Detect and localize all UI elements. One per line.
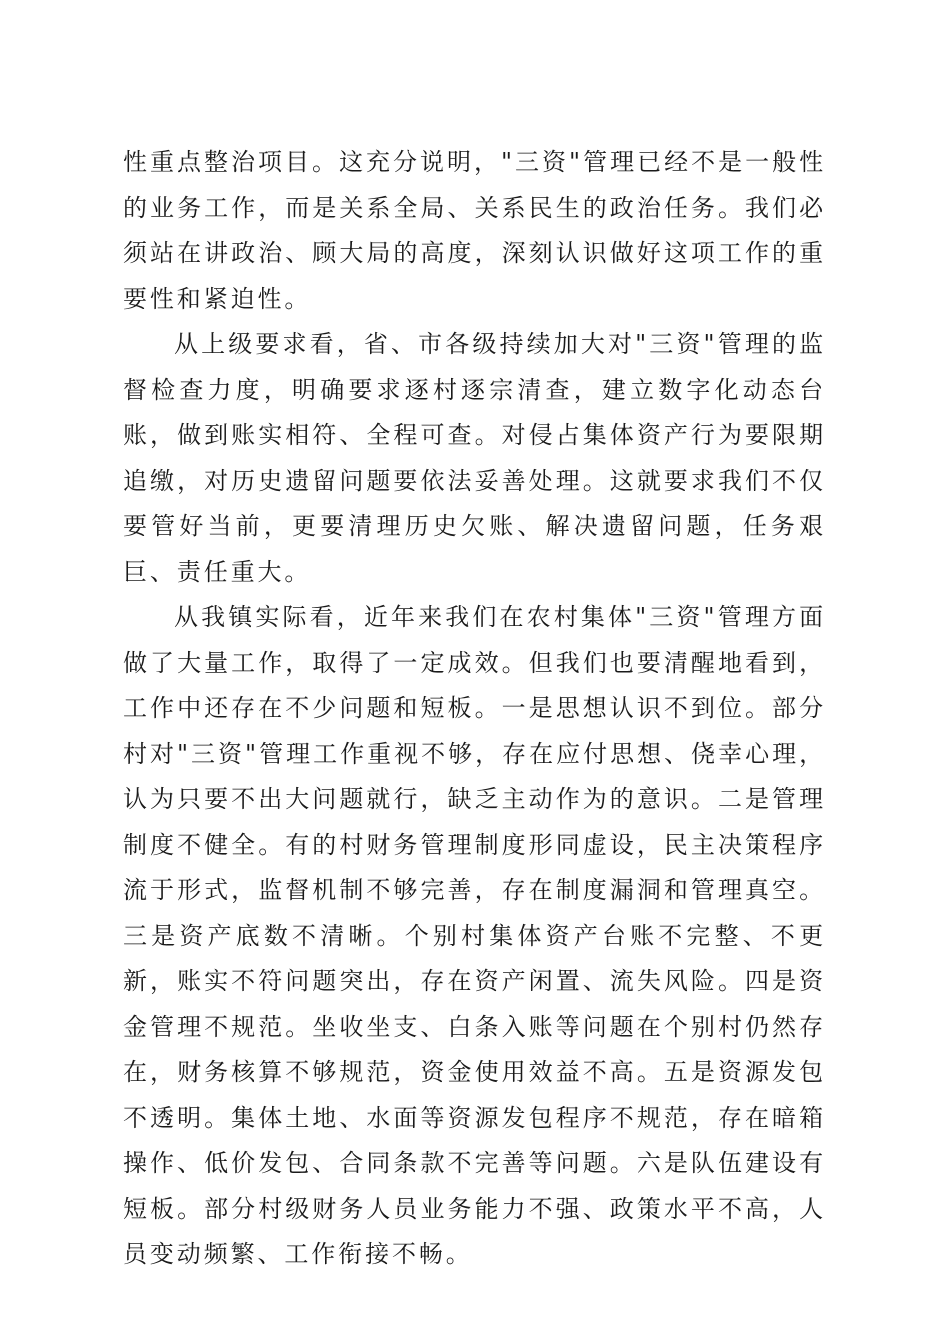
paragraph-town-situation: 从我镇实际看，近年来我们在农村集体"三资"管理方面做了大量工作，取得了一定成效。但我们也要清醒地看到，工作中还存在不少问题和短板。一是思想认识不到位。部分村对"三资"管理工作重视不够，存在应付思想、侥幸心理，认为只要不出大问题就行，缺乏主动作为的意识。二是管理制度不健全。有的村财务管理制度形同虚设，民主决策程序流于形式，监督机制不够完善，存在制度漏洞和管理真空。三是资产底数不清晰。个别村集体资产台账不完整、不更新，账实不符问题突出，存在资产闲置、流失风险。四是资金管理不规范。坐收坐支、白条入账等问题在个别村仍然存在，财务核算不够规范，资金使用效益不高。五是资源发包不透明。集体土地、水面等资源发包程序不规范，存在暗箱操作、低价发包、合同条款不完善等问题。六是队伍建设有短板。部分村级财务人员业务能力不强、政策水平不高，人员变动频繁、工作衔接不畅。 (123, 603, 826, 1268)
paragraph-superior-requirements: 从上级要求看，省、市各级持续加大对"三资"管理的监督检查力度，明确要求逐村逐宗清查，建立数字化动态台账，做到账实相符、全程可查。对侵占集体资产行为要限期追缴，对历史遗留问题要依法妥善处理。这就要求我们不仅要管好当前，更要清理历史欠账、解决遗留问题，任务艰巨、责任重大。 (123, 330, 826, 586)
document-body (123, 140, 826, 1278)
paragraph-continued: 性重点整治项目。这充分说明，"三资"管理已经不是一般性的业务工作，而是关系全局、关系民生的政治任务。我们必须站在讲政治、顾大局的高度，深刻认识做好这项工作的重要性和紧迫性。 (123, 148, 826, 313)
